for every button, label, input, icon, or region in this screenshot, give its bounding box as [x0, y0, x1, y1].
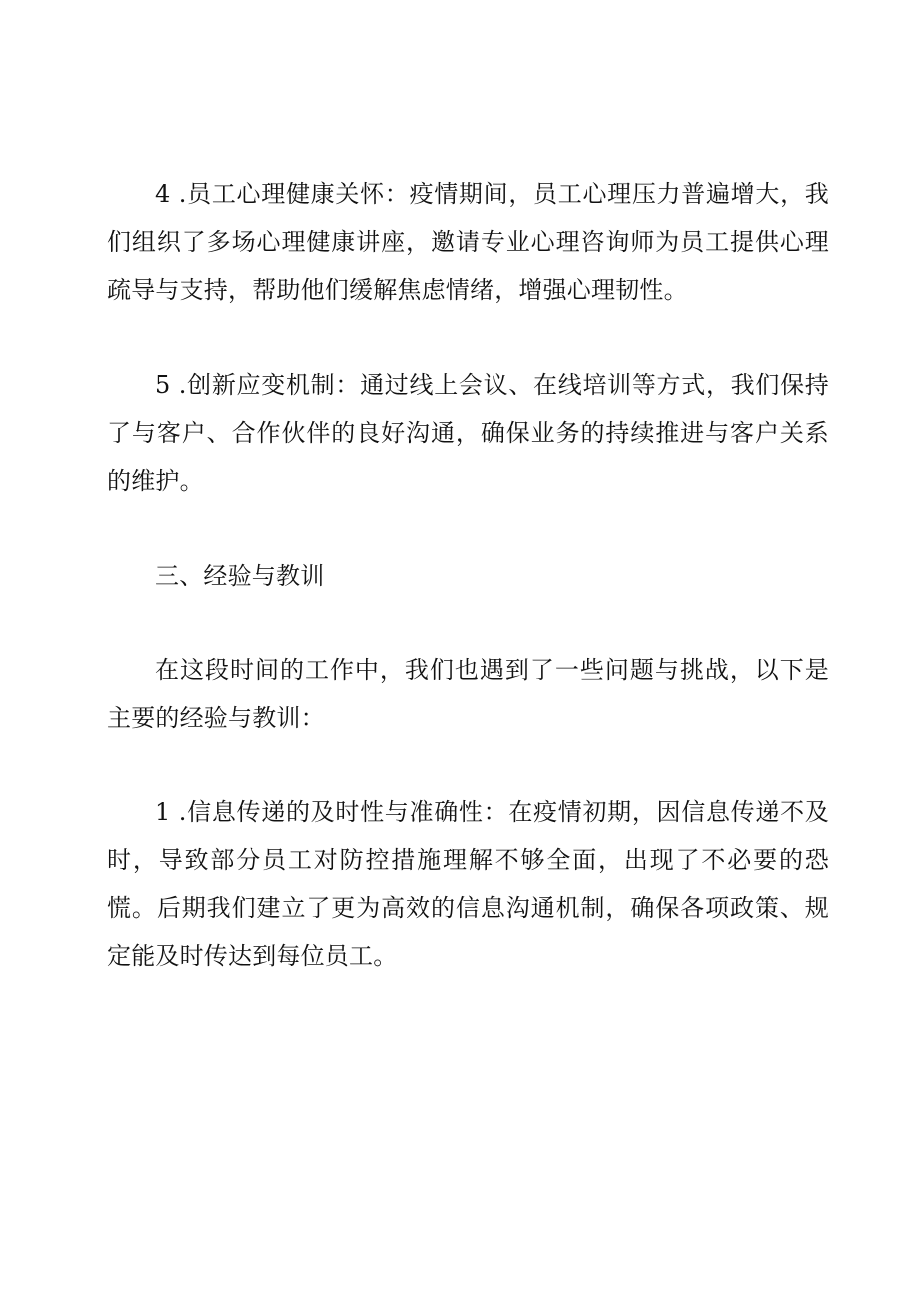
paragraph-innovation-response: 5 .创新应变机制：通过线上会议、在线培训等方式，我们保持了与客户、合作伙伴的良好沟通，确保业务的持续推进与客户关系的维护。: [107, 371, 829, 495]
paragraph-employee-mental-health: 4 .员工心理健康关怀：疫情期间，员工心理压力普遍增大，我们组织了多场心理健康讲座，邀请专业心理咨询师为员工提供心理疏导与支持，帮助他们缓解焦虑情绪，增强心理韧性。: [107, 180, 829, 304]
section-heading-lessons: 三、经验与教训: [155, 562, 325, 590]
paragraph-information-delivery: 1 .信息传递的及时性与准确性：在疫情初期，因信息传递不及时，导致部分员工对防控措施理解不够全面，出现了不必要的恐慌。后期我们建立了更为高效的信息沟通机制，确保各项政策、规定能及时传达到每位员工。: [107, 798, 829, 970]
paragraph-lessons-intro: 在这段时间的工作中，我们也遇到了一些问题与挑战，以下是主要的经验与教训：: [107, 656, 829, 732]
document-body: [107, 170, 829, 980]
